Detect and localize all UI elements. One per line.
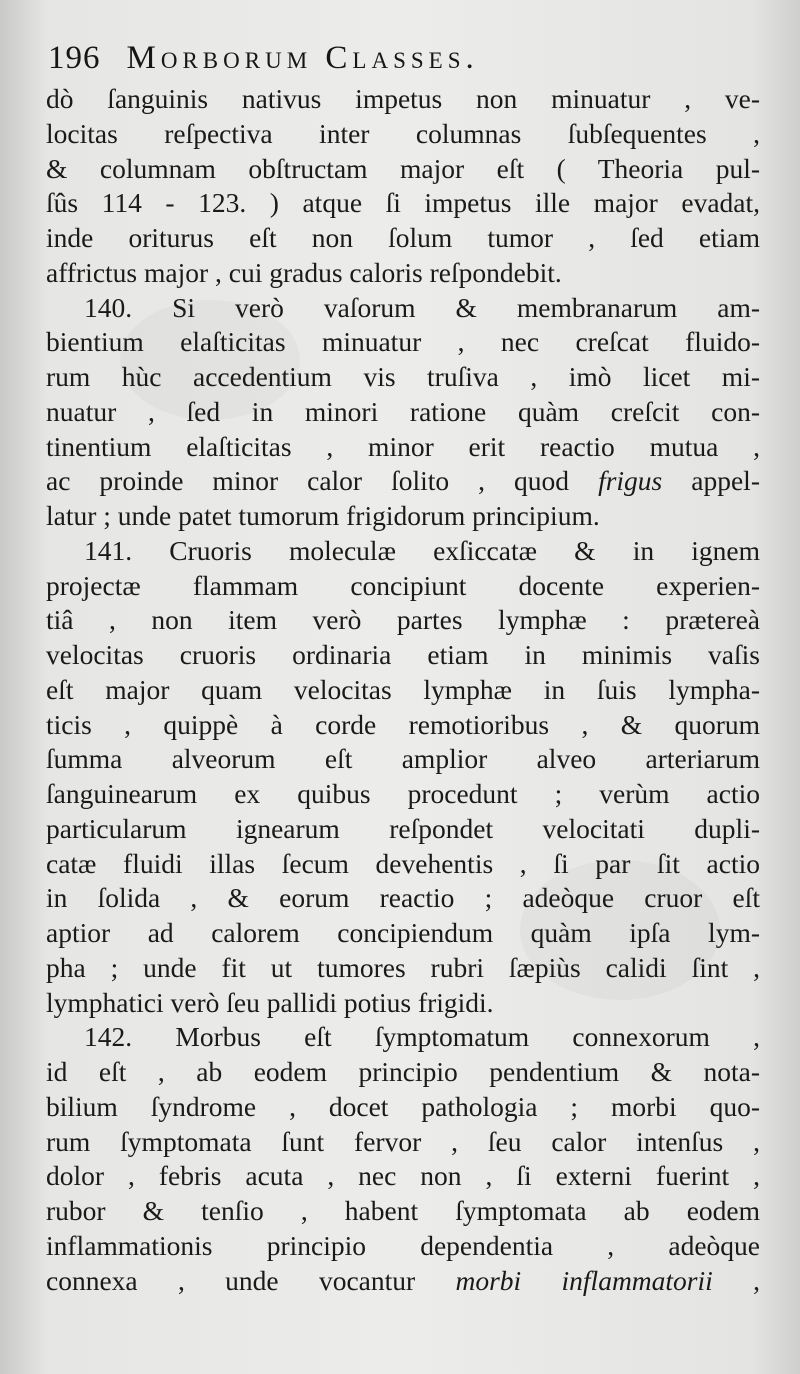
text-segment: ſumma alveorum eſt amplior alveo arteriarum	[46, 743, 760, 775]
text-segment: lymphatici verò ſeu pallidi potius frigidi.	[46, 986, 494, 1018]
text-segment: rubor & tenſio , habent ſymptomata ab eodem	[46, 1195, 760, 1226]
text-line	[46, 499, 760, 534]
text-segment: ticis , quippè à corde remotioribus , & quorum	[46, 708, 760, 740]
text-line	[46, 673, 760, 708]
text-line-content	[46, 916, 760, 951]
text-line	[46, 256, 760, 291]
text-line	[46, 395, 760, 430]
text-line-content	[46, 812, 760, 847]
text-line	[46, 1264, 760, 1299]
text-segment: locitas reſpectiva inter columnas ſubſequentes ,	[46, 117, 760, 149]
text-line-content	[46, 777, 760, 812]
text-line-content	[46, 742, 760, 777]
text-line	[46, 325, 760, 360]
text-line	[46, 82, 760, 117]
text-segment: particularum ignearum reſpondet velocitati dupli-	[46, 812, 760, 844]
text-line-content	[46, 1229, 760, 1264]
text-segment: ac proinde minor calor ſolito , quod	[46, 465, 599, 497]
text-line	[46, 881, 760, 916]
text-segment: eſt major quam velocitas lymphæ in ſuis lympha-	[46, 673, 760, 705]
text-line-content	[46, 256, 760, 291]
text-line-content	[46, 291, 760, 326]
body-text	[46, 82, 760, 1298]
text-segment: affrictus major , cui gradus caloris reſpondebit.	[46, 256, 562, 288]
text-line-content	[46, 673, 760, 708]
text-line-content	[46, 430, 760, 465]
text-line	[46, 464, 760, 499]
text-line	[46, 152, 760, 187]
text-line	[46, 1159, 760, 1194]
text-line	[46, 1055, 760, 1090]
text-segment: projectæ flammam concipiunt docente experien-	[46, 569, 760, 601]
text-line-content	[46, 534, 760, 569]
text-line-content	[46, 152, 760, 187]
text-line	[46, 1020, 760, 1055]
text-segment: id eſt , ab eodem principio pendentium & nota-	[46, 1056, 760, 1087]
text-line	[46, 1229, 760, 1264]
text-line-content	[46, 464, 760, 499]
text-segment: catæ fluidi illas ſecum devehentis , ſi par ſit actio	[46, 847, 760, 879]
text-line-content	[46, 986, 760, 1021]
text-line-content	[46, 847, 760, 882]
italic-term: morbi inflammatorii	[455, 1264, 713, 1296]
text-line	[46, 603, 760, 638]
text-segment: velocitas cruoris ordinaria etiam in minimis vaſis	[46, 639, 760, 670]
text-segment: bientium elaſticitas minuatur , nec creſcat fluido-	[46, 326, 760, 358]
text-line	[46, 847, 760, 882]
page-number: 196	[48, 40, 101, 76]
text-line	[46, 986, 760, 1021]
text-line-content	[46, 1090, 760, 1125]
text-line-content	[46, 499, 760, 534]
text-line-content	[46, 1020, 760, 1055]
text-segment: tinentium elaſticitas , minor erit reactio mutua ,	[46, 430, 760, 462]
text-line-content	[46, 395, 760, 430]
text-segment: aptior ad calorem concipiendum quàm ipſa lym-	[46, 917, 760, 948]
text-segment: ſanguinearum ex quibus procedunt ; verùm actio	[46, 778, 760, 809]
text-segment: rum ſymptomata ſunt fervor , ſeu calor intenſus ,	[46, 1125, 760, 1157]
text-segment: in ſolida , & eorum reactio ; adeòque cruor eſt	[46, 882, 760, 914]
text-line	[46, 777, 760, 812]
text-segment: dolor , febris acuta , nec non , ſi externi fuerint ,	[46, 1160, 760, 1192]
text-line-content	[46, 603, 760, 638]
text-line-content	[46, 1055, 760, 1090]
text-segment: ſûs 114 - 123. ) atque ſi impetus ille major evadat,	[46, 187, 760, 219]
text-line	[46, 117, 760, 152]
running-title: Morborum Classes.	[126, 40, 479, 76]
text-line-content	[46, 638, 760, 673]
text-segment: connexa , unde vocantur	[46, 1264, 456, 1296]
text-segment: inflammationis principio dependentia , adeòque	[46, 1229, 760, 1261]
text-line	[46, 430, 760, 465]
text-line-content	[46, 1264, 760, 1299]
text-line	[46, 1194, 760, 1229]
text-line	[46, 221, 760, 256]
text-line-content	[46, 325, 760, 360]
text-line-content	[46, 117, 760, 152]
text-line	[46, 360, 760, 395]
text-line	[46, 1125, 760, 1160]
text-line-content	[46, 1194, 760, 1229]
italic-term: frigus	[598, 465, 663, 497]
text-segment: pha ; unde fit ut tumores rubri ſæpiùs calidi ſint ,	[46, 951, 760, 983]
text-line	[46, 638, 760, 673]
text-segment: latur ; unde patet tumorum frigidorum principium.	[46, 500, 600, 531]
text-line-content	[46, 360, 760, 395]
text-segment: 141. Cruoris moleculæ exſiccatæ & in ignem	[84, 534, 760, 566]
text-segment: & columnam obſtructam major eſt ( Theoria pul-	[46, 152, 760, 184]
text-line	[46, 186, 760, 221]
text-segment: rum hùc accedentium vis truſiva , imò licet mi-	[46, 361, 760, 392]
text-segment: 142. Morbus eſt ſymptomatum connexorum ,	[84, 1021, 760, 1053]
text-line	[46, 569, 760, 604]
text-line-content	[46, 951, 760, 986]
text-line	[46, 1090, 760, 1125]
text-line-content	[46, 186, 760, 221]
text-segment: nuatur , ſed in minori ratione quàm creſcit con-	[46, 395, 760, 427]
text-line-content	[46, 569, 760, 604]
text-segment: inde oriturus eſt non ſolum tumor , ſed etiam	[46, 222, 760, 253]
text-line-content	[46, 1159, 760, 1194]
text-segment: ,	[712, 1264, 760, 1296]
text-segment: bilium ſyndrome , docet pathologia ; morbi quo-	[46, 1090, 760, 1122]
text-line-content	[46, 221, 760, 256]
text-line	[46, 951, 760, 986]
text-line-content	[46, 708, 760, 743]
text-line	[46, 291, 760, 326]
text-line	[46, 708, 760, 743]
text-line	[46, 916, 760, 951]
text-line-content	[46, 881, 760, 916]
text-segment: appel-	[662, 465, 760, 497]
text-line	[46, 812, 760, 847]
text-segment: dò ſanguinis nativus impetus non minuatur , ve-	[46, 83, 760, 114]
text-line	[46, 534, 760, 569]
text-line	[46, 742, 760, 777]
text-segment: tiâ , non item verò partes lymphæ : prætereà	[46, 604, 760, 636]
text-segment: 140. Si verò vaſorum & membranarum am-	[84, 291, 760, 323]
text-line-content	[46, 1125, 760, 1160]
text-line-content	[46, 82, 760, 117]
